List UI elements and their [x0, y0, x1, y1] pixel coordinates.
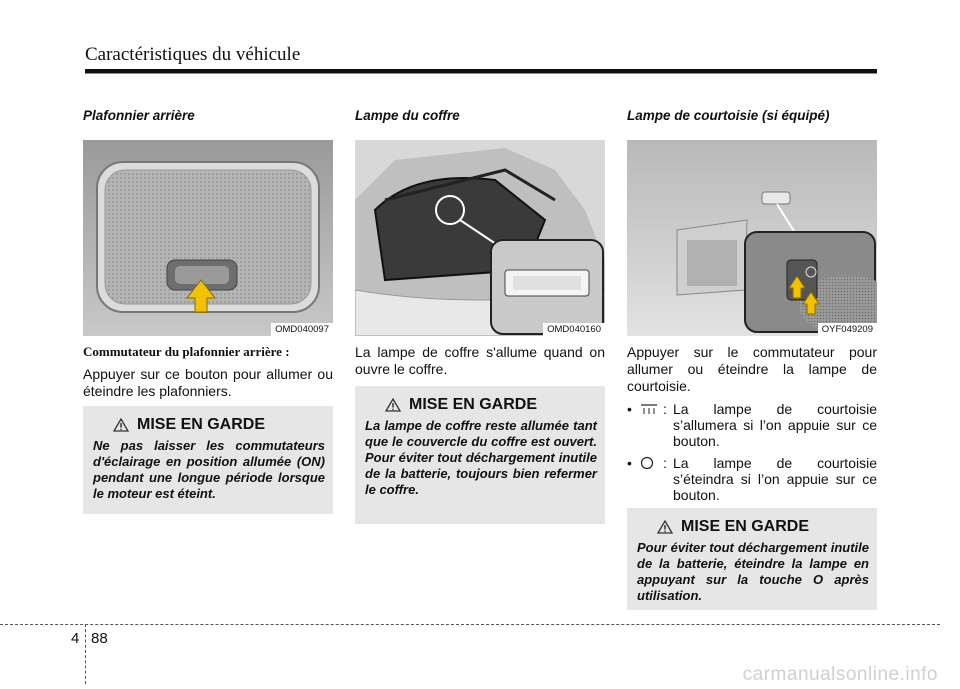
- warning-box-trunk: [355, 386, 605, 524]
- warning-text: La lampe de coffre reste allumée tant que le couvercle du coffre est ouvert. Pour éviter tout déchargement inutile de la batterie, toujours bien refermer le coffre.: [365, 418, 597, 497]
- warning-box-dome: [83, 406, 333, 514]
- watermark: carmanualsonline.info: [742, 664, 938, 685]
- warning-title: MISE EN GARDE: [137, 416, 266, 433]
- footer-divider: [85, 624, 86, 684]
- warning-box-courtesy: [627, 508, 877, 610]
- body-text: Appuyer sur ce bouton pour allumer ou éteindre les plafonniers.: [83, 366, 333, 399]
- figure-code: OMD040160: [543, 323, 605, 336]
- chapter-number: 4: [71, 630, 80, 647]
- warning-triangle-icon: [113, 418, 129, 432]
- header-rule: [85, 69, 877, 73]
- column-trunk-lamp: [355, 108, 605, 378]
- page-number: 88: [91, 630, 108, 647]
- warning-text: Pour éviter tout déchargement inutile de la batterie, éteindre la lampe en appuyant sur la touche O après utilisation.: [637, 540, 869, 603]
- lamp-on-icon: [639, 403, 659, 415]
- warning-triangle-icon: [657, 520, 673, 534]
- warning-title: MISE EN GARDE: [409, 396, 538, 413]
- body-text: La lampe de coffre s'allume quand on ouvre le coffre.: [355, 344, 605, 377]
- warning-text: Ne pas laisser les commutateurs d'éclairage en position allumée (ON) pendant une longue période lorsque le moteur est éteint.: [93, 438, 325, 501]
- section-title: Lampe de courtoisie (si équipé): [627, 108, 830, 123]
- switch-caption: Commutateur du plafonnier arrière :: [83, 344, 290, 359]
- body-text: Appuyer sur le commutateur pour allumer ou éteindre la lampe de courtoisie.: [627, 344, 877, 394]
- lamp-off-icon: [639, 456, 655, 470]
- courtesy-lamp-image: [627, 140, 877, 336]
- footer-rule: [0, 624, 940, 625]
- column-rear-dome-light: [83, 108, 333, 400]
- bullet-text: La lampe de courtoisie s’allumera si l’on appuie sur ce bouton.: [673, 401, 877, 449]
- bullet-lamp-on: • : La lampe de courtoisie s’allumera si l’on appuie sur ce bouton.: [627, 401, 877, 449]
- section-title: Plafonnier arrière: [83, 108, 195, 123]
- section-title: Lampe du coffre: [355, 108, 460, 123]
- rear-dome-light-image: [83, 140, 333, 336]
- page-header-title: Caractéristiques du véhicule: [85, 44, 301, 65]
- figure-code: OMD040097: [271, 323, 333, 336]
- trunk-lamp-image: [355, 140, 605, 336]
- figure-code: OYF049209: [818, 323, 877, 336]
- warning-title: MISE EN GARDE: [681, 518, 810, 535]
- bullet-text: La lampe de courtoisie s’éteindra si l’on appuie sur ce bouton.: [673, 455, 877, 503]
- column-courtesy-lamp: [627, 108, 877, 503]
- bullet-lamp-off: • : La lampe de courtoisie s’éteindra si l’on appuie sur ce bouton.: [627, 455, 877, 503]
- warning-triangle-icon: [385, 398, 401, 412]
